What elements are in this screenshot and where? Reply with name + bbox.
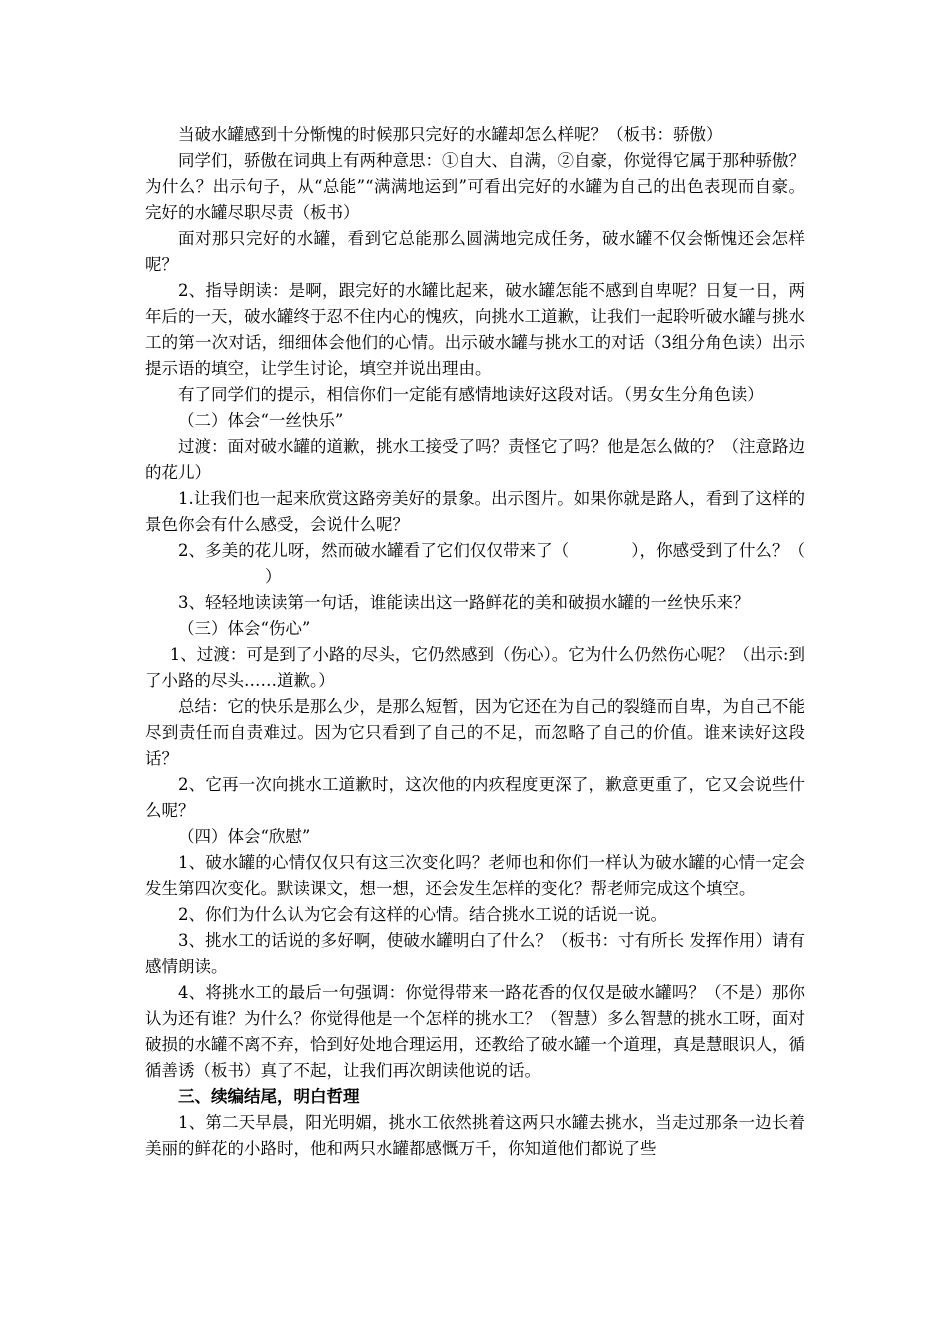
paragraph: 1.让我们也一起来欣赏这路旁美好的景象。出示图片。如果你就是路人，看到了这样的景色你会有什么感受，会说什么呢？: [145, 489, 805, 534]
paragraph: 总结：它的快乐是那么少，是那么短暂，因为它还在为自己的裂缝而自卑，为自己不能尽到责任而自责难过。因为它只看到了自己的不足，而忽略了自己的价值。谁来读好这段话？: [145, 697, 805, 768]
document-body: [145, 122, 805, 1162]
paragraph: 1、破水罐的心情仅仅只有这三次变化吗？老师也和你们一样认为破水罐的心情一定会发生第四次变化。默读课文，想一想，还会发生怎样的变化？帮老师完成这个填空。: [145, 853, 805, 898]
paragraph: 2、你们为什么认为它会有这样的心情。结合挑水工说的话说一说。: [178, 905, 667, 924]
paragraph: 面对那只完好的水罐，看到它总能那么圆满地完成任务，破水罐不仅会惭愧还会怎样呢？: [145, 229, 805, 274]
section-heading: 三、续编结尾，明白哲理: [178, 1087, 360, 1106]
paragraph: 4、将挑水工的最后一句强调：你觉得带来一路花香的仅仅是破水罐吗？（不是）那你认为还有谁？为什么？你觉得他是一个怎样的挑水工？（智慧）多么智慧的挑水工呀，面对破损的水罐不离不弃，恰到好处地合理运用，还教给了破水罐一个道理，真是慧眼识人，循循善诱（板书）真了不起，让我们再次朗读他说的话。: [145, 983, 805, 1080]
section-subheading: （二）体会“一丝快乐”: [178, 411, 344, 430]
section-subheading: （三）体会“伤心”: [178, 619, 311, 638]
paragraph: 2、指导朗读：是啊，跟完好的水罐比起来，破水罐怎能不感到自卑呢？日复一日，两年后的一天，破水罐终于忍不住内心的愧疚，向挑水工道歉，让我们一起聆听破水罐与挑水工的第一次对话，细细体会他们的心情。出示破水罐与挑水工的对话（3组分角色读）出示提示语的填空，让学生讨论，填空并说出理由。: [145, 281, 805, 378]
text-segment: ）: [265, 567, 282, 586]
section-subheading: （四）体会“欣慰”: [178, 827, 311, 846]
text-segment: 2、多美的花儿呀，然而破水罐看了它们仅仅带来了（: [178, 541, 570, 560]
paragraph: 有了同学们的提示，相信你们一定能有感情地读好这段对话。（男女生分角色读）: [178, 385, 764, 404]
paragraph: 过渡：面对破水罐的道歉，挑水工接受了吗？责怪它了吗？他是怎么做的？（注意路边的花儿）: [145, 437, 805, 482]
paragraph: 3、挑水工的话说的多好啊，使破水罐明白了什么？（板书：寸有所长 发挥作用）请有感情朗读。: [145, 931, 805, 976]
paragraph: 同学们，骄傲在词典上有两种意思：①自大、自满，②自豪，你觉得它属于那种骄傲？为什么？出示句子，从“总能”“满满地运到”可看出完好的水罐为自己的出色表现而自豪。完好的水罐尽职尽责（板书）: [145, 151, 805, 222]
paragraph: 1、第二天早晨，阳光明媚，挑水工依然挑着这两只水罐去挑水，当走过那条一边长着美丽的鲜花的小路时，他和两只水罐都感慨万千，你知道他们都说了些: [145, 1113, 805, 1158]
paragraph: 2、它再一次向挑水工道歉时，这次他的内疚程度更深了，歉意更重了，它又会说些什么呢？: [145, 775, 805, 820]
paragraph-with-blanks: [145, 538, 805, 590]
paragraph: 3、轻轻地读读第一句话，谁能读出这一路鲜花的美和破损水罐的一丝快乐来？: [178, 593, 750, 612]
paragraph: 当破水罐感到十分惭愧的时候那只完好的水罐却怎么样呢？（板书：骄傲）: [178, 125, 723, 144]
text-segment: ），你感受到了什么？（: [631, 541, 806, 560]
paragraph: 1、过渡：可是到了小路的尽头，它仍然感到（伤心）。它为什么仍然伤心呢？（出示:到了小路的尽头……道歉。）: [145, 645, 805, 690]
